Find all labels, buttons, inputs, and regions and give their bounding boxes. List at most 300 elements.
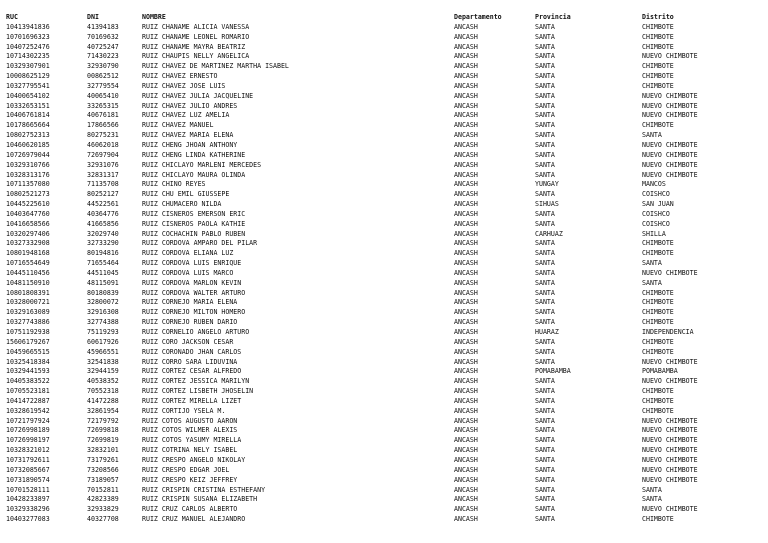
table-row xyxy=(6,407,762,417)
distrito-cell: NUEVO CHIMBOTE xyxy=(642,377,698,386)
provincia-cell: SANTA xyxy=(535,515,555,524)
ruc-cell: 10731890574 xyxy=(6,475,50,484)
departamento-cell: ANCASH xyxy=(454,249,478,258)
provincia-cell: SANTA xyxy=(535,485,555,494)
ruc-cell: 10428233897 xyxy=(6,495,50,504)
provincia-cell: SANTA xyxy=(535,406,555,415)
table-row xyxy=(6,230,762,240)
table-row xyxy=(6,62,762,72)
distrito-cell: SAN JUAN xyxy=(642,200,674,209)
ruc-cell: 10008625129 xyxy=(6,72,50,81)
nombre-cell: RUIZ CHANAME LEONEL ROMARIO xyxy=(142,32,250,41)
table-row xyxy=(6,141,762,151)
distrito-cell: NUEVO CHIMBOTE xyxy=(642,52,698,61)
distrito-cell: NUEVO CHIMBOTE xyxy=(642,160,698,169)
provincia-cell: SANTA xyxy=(535,249,555,258)
distrito-cell: CHIMBOTE xyxy=(642,239,674,248)
departamento-cell: ANCASH xyxy=(454,505,478,514)
departamento-cell: ANCASH xyxy=(454,239,478,248)
nombre-cell: RUIZ CRUZ MANUEL ALEJANDRO xyxy=(142,515,246,524)
departamento-cell: ANCASH xyxy=(454,278,478,287)
distrito-cell: CHIMBOTE xyxy=(642,121,674,130)
dni-cell: 48115091 xyxy=(87,278,119,287)
ruc-cell: 10701528111 xyxy=(6,485,50,494)
distrito-cell: SANTA xyxy=(642,259,662,268)
dni-cell: 72697904 xyxy=(87,150,119,159)
distrito-cell: CHIMBOTE xyxy=(642,308,674,317)
ruc-cell: 10721797924 xyxy=(6,416,50,425)
nombre-cell: RUIZ CHUMACERO NILDA xyxy=(142,200,222,209)
table-row xyxy=(6,436,762,446)
ruc-cell: 10327743886 xyxy=(6,318,50,327)
provincia-cell: SANTA xyxy=(535,436,555,445)
distrito-cell: CHIMBOTE xyxy=(642,406,674,415)
ruc-cell: 15606179267 xyxy=(6,337,50,346)
distrito-cell: NUEVO CHIMBOTE xyxy=(642,268,698,277)
dni-cell: 80275231 xyxy=(87,131,119,140)
ruc-cell: 10329163089 xyxy=(6,308,50,317)
ruc-cell: 10320297406 xyxy=(6,229,50,238)
ruc-cell: 10445225610 xyxy=(6,200,50,209)
dni-cell: 72699819 xyxy=(87,436,119,445)
ruc-cell: 10328313176 xyxy=(6,170,50,179)
departamento-cell: ANCASH xyxy=(454,347,478,356)
header-provincia: Provincia xyxy=(535,13,571,21)
departamento-cell: ANCASH xyxy=(454,318,478,327)
departamento-cell: ANCASH xyxy=(454,190,478,199)
nombre-cell: RUIZ CORDOVA LUIS ENRIQUE xyxy=(142,259,242,268)
nombre-cell: RUIZ CRESPO EDGAR JOEL xyxy=(142,465,230,474)
provincia-cell: SANTA xyxy=(535,190,555,199)
dni-cell: 32933829 xyxy=(87,505,119,514)
provincia-cell: SANTA xyxy=(535,465,555,474)
table-row xyxy=(6,308,762,318)
departamento-cell: ANCASH xyxy=(454,485,478,494)
table-row xyxy=(6,466,762,476)
distrito-cell: NUEVO CHIMBOTE xyxy=(642,465,698,474)
ruc-cell: 10802521273 xyxy=(6,190,50,199)
table-row xyxy=(6,289,762,299)
provincia-cell: SANTA xyxy=(535,475,555,484)
provincia-cell: SANTA xyxy=(535,131,555,140)
departamento-cell: ANCASH xyxy=(454,150,478,159)
nombre-cell: RUIZ CHENG LINDA KATHERINE xyxy=(142,150,246,159)
departamento-cell: ANCASH xyxy=(454,268,478,277)
table-row xyxy=(6,249,762,259)
departamento-cell: ANCASH xyxy=(454,416,478,425)
table-row xyxy=(6,259,762,269)
nombre-cell: RUIZ CRUZ CARLOS ALBERTO xyxy=(142,505,238,514)
ruc-cell: 10459665515 xyxy=(6,347,50,356)
nombre-cell: RUIZ CHINO REYES xyxy=(142,180,206,189)
table-row xyxy=(6,328,762,338)
departamento-cell: ANCASH xyxy=(454,446,478,455)
provincia-cell: CARHUAZ xyxy=(535,229,563,238)
ruc-cell: 10726998189 xyxy=(6,426,50,435)
provincia-cell: SANTA xyxy=(535,357,555,366)
nombre-cell: RUIZ CORONADO JHAN CARLOS xyxy=(142,347,242,356)
nombre-cell: RUIZ CHICLAYO MARLENI MERCEDES xyxy=(142,160,262,169)
departamento-cell: ANCASH xyxy=(454,160,478,169)
dni-cell: 33265315 xyxy=(87,101,119,110)
ruc-cell: 10332653151 xyxy=(6,101,50,110)
provincia-cell: SANTA xyxy=(535,318,555,327)
distrito-cell: NUEVO CHIMBOTE xyxy=(642,475,698,484)
departamento-cell: ANCASH xyxy=(454,22,478,31)
ruc-cell: 10405383522 xyxy=(6,377,50,386)
nombre-cell: RUIZ CHANAME MAYRA BEATRIZ xyxy=(142,42,246,51)
distrito-cell: CHIMBOTE xyxy=(642,32,674,41)
table-row xyxy=(6,269,762,279)
ruc-cell: 10801948168 xyxy=(6,249,50,258)
distrito-cell: NUEVO CHIMBOTE xyxy=(642,357,698,366)
nombre-cell: RUIZ CORDOVA MARLON KEVIN xyxy=(142,278,242,287)
provincia-cell: SANTA xyxy=(535,121,555,130)
distrito-cell: NUEVO CHIMBOTE xyxy=(642,150,698,159)
distrito-cell: CHIMBOTE xyxy=(642,22,674,31)
dni-cell: 32916308 xyxy=(87,308,119,317)
provincia-cell: SANTA xyxy=(535,52,555,61)
departamento-cell: ANCASH xyxy=(454,475,478,484)
provincia-cell: SANTA xyxy=(535,62,555,71)
table-row xyxy=(6,102,762,112)
provincia-cell: SIHUAS xyxy=(535,200,559,209)
provincia-cell: SANTA xyxy=(535,81,555,90)
departamento-cell: ANCASH xyxy=(454,495,478,504)
provincia-cell: SANTA xyxy=(535,377,555,386)
table-row xyxy=(6,43,762,53)
dni-cell: 40725247 xyxy=(87,42,119,51)
table-row xyxy=(6,200,762,210)
distrito-cell: COISHCO xyxy=(642,190,670,199)
ruc-cell: 10413941836 xyxy=(6,22,50,31)
ruc-cell: 10701696323 xyxy=(6,32,50,41)
distrito-cell: CHIMBOTE xyxy=(642,249,674,258)
provincia-cell: SANTA xyxy=(535,337,555,346)
dni-cell: 32831317 xyxy=(87,170,119,179)
table-row xyxy=(6,417,762,427)
distrito-cell: NUEVO CHIMBOTE xyxy=(642,455,698,464)
table-row xyxy=(6,161,762,171)
provincia-cell: SANTA xyxy=(535,22,555,31)
dni-cell: 73208566 xyxy=(87,465,119,474)
distrito-cell: NUEVO CHIMBOTE xyxy=(642,140,698,149)
departamento-cell: ANCASH xyxy=(454,209,478,218)
nombre-cell: RUIZ CORTEZ JESSICA MARILYN xyxy=(142,377,250,386)
nombre-cell: RUIZ CHAUPIS NELLY ANGELICA xyxy=(142,52,250,61)
ruc-cell: 10329307901 xyxy=(6,62,50,71)
departamento-cell: ANCASH xyxy=(454,229,478,238)
table-row xyxy=(6,367,762,377)
departamento-cell: ANCASH xyxy=(454,465,478,474)
provincia-cell: SANTA xyxy=(535,298,555,307)
dni-cell: 32944159 xyxy=(87,367,119,376)
table-row xyxy=(6,220,762,230)
table-row xyxy=(6,397,762,407)
departamento-cell: ANCASH xyxy=(454,328,478,336)
header-departamento: Departamento xyxy=(454,13,502,21)
ruc-cell: 10732085667 xyxy=(6,465,50,474)
provincia-cell: POMABAMBA xyxy=(535,367,571,376)
ruc-cell: 10716554649 xyxy=(6,259,50,268)
nombre-cell: RUIZ CHAVEZ JOSE LUIS xyxy=(142,81,226,90)
dni-cell: 70152811 xyxy=(87,485,119,494)
departamento-cell: ANCASH xyxy=(454,406,478,415)
header-ruc: RUC xyxy=(6,13,18,21)
table-row xyxy=(6,92,762,102)
provincia-cell: SANTA xyxy=(535,347,555,356)
distrito-cell: NUEVO CHIMBOTE xyxy=(642,436,698,445)
dni-cell: 32541838 xyxy=(87,357,119,366)
table-row xyxy=(6,446,762,456)
provincia-cell: YUNGAY xyxy=(535,180,559,189)
nombre-cell: RUIZ CORNEJO MILTON HOMERO xyxy=(142,308,246,317)
table-row xyxy=(6,495,762,505)
dni-cell: 75119293 xyxy=(87,328,119,336)
distrito-cell: NUEVO CHIMBOTE xyxy=(642,111,698,120)
departamento-cell: ANCASH xyxy=(454,367,478,376)
provincia-cell: SANTA xyxy=(535,219,555,228)
distrito-cell: CHIMBOTE xyxy=(642,81,674,90)
header-distrito: Distrito xyxy=(642,13,674,21)
ruc-cell: 10714302235 xyxy=(6,52,50,61)
dni-cell: 17866566 xyxy=(87,121,119,130)
table-row xyxy=(6,121,762,131)
distrito-cell: SANTA xyxy=(642,278,662,287)
departamento-cell: ANCASH xyxy=(454,62,478,71)
header-dni: DNI xyxy=(87,13,99,21)
table-row xyxy=(6,131,762,141)
table-row xyxy=(6,387,762,397)
distrito-cell: CHIMBOTE xyxy=(642,396,674,405)
provincia-cell: SANTA xyxy=(535,32,555,41)
dni-cell: 42823389 xyxy=(87,495,119,504)
ruc-cell: 10329310766 xyxy=(6,160,50,169)
nombre-cell: RUIZ CHICLAYO MAURA OLINDA xyxy=(142,170,246,179)
nombre-cell: RUIZ CHAVEZ MANUEL xyxy=(142,121,214,130)
dni-cell: 80180839 xyxy=(87,288,119,297)
departamento-cell: ANCASH xyxy=(454,170,478,179)
provincia-cell: SANTA xyxy=(535,288,555,297)
nombre-cell: RUIZ CRISPIN CRISTINA ESTHEFANY xyxy=(142,485,266,494)
departamento-cell: ANCASH xyxy=(454,387,478,396)
table-row xyxy=(6,52,762,62)
dni-cell: 32733290 xyxy=(87,239,119,248)
nombre-cell: RUIZ CORTEZ CESAR ALFREDO xyxy=(142,367,242,376)
ruc-cell: 10406761814 xyxy=(6,111,50,120)
departamento-cell: ANCASH xyxy=(454,111,478,120)
nombre-cell: RUIZ CORNELIO ANGELO ARTURO xyxy=(142,328,250,336)
provincia-cell: SANTA xyxy=(535,170,555,179)
provincia-cell: SANTA xyxy=(535,387,555,396)
ruc-cell: 10731792611 xyxy=(6,455,50,464)
distrito-cell: CHIMBOTE xyxy=(642,288,674,297)
table-row xyxy=(6,348,762,358)
distrito-cell: MANCOS xyxy=(642,180,666,189)
distrito-cell: SANTA xyxy=(642,495,662,504)
nombre-cell: RUIZ CHANAME ALICIA VANESSA xyxy=(142,22,250,31)
departamento-cell: ANCASH xyxy=(454,337,478,346)
dni-cell: 32774388 xyxy=(87,318,119,327)
ruc-cell: 10801808391 xyxy=(6,288,50,297)
distrito-cell: NUEVO CHIMBOTE xyxy=(642,446,698,455)
table-row xyxy=(6,72,762,82)
nombre-cell: RUIZ CORTEZ LISBETH JHOSELIN xyxy=(142,387,254,396)
dni-cell: 32029740 xyxy=(87,229,119,238)
provincia-cell: HUARAZ xyxy=(535,328,559,336)
nombre-cell: RUIZ CHAVEZ LUZ AMELIA xyxy=(142,111,230,120)
provincia-cell: SANTA xyxy=(535,416,555,425)
ruc-cell: 10328321012 xyxy=(6,446,50,455)
nombre-cell: RUIZ CORDOVA LUIS MARCO xyxy=(142,268,234,277)
ruc-cell: 10802752313 xyxy=(6,131,50,140)
departamento-cell: ANCASH xyxy=(454,259,478,268)
nombre-cell: RUIZ CORRO SARA LIDUVINA xyxy=(142,357,238,366)
ruc-cell: 10403647760 xyxy=(6,209,50,218)
nombre-cell: RUIZ COTOS AUGUSTO AARON xyxy=(142,416,238,425)
ruc-cell: 10481150910 xyxy=(6,278,50,287)
distrito-cell: NUEVO CHIMBOTE xyxy=(642,91,698,100)
dni-cell: 80194816 xyxy=(87,249,119,258)
nombre-cell: RUIZ COTOS YASUMY MIRELLA xyxy=(142,436,242,445)
dni-cell: 41394183 xyxy=(87,22,119,31)
ruc-cell: 10327332908 xyxy=(6,239,50,248)
provincia-cell: SANTA xyxy=(535,396,555,405)
table-body xyxy=(6,23,762,525)
table-row xyxy=(6,239,762,249)
table-row xyxy=(6,23,762,33)
ruc-cell: 10400654102 xyxy=(6,91,50,100)
ruc-cell: 10460620185 xyxy=(6,140,50,149)
ruc-cell: 10327795541 xyxy=(6,81,50,90)
dni-cell: 41665856 xyxy=(87,219,119,228)
table-row xyxy=(6,279,762,289)
nombre-cell: RUIZ CHAVEZ JULIA JACQUELINE xyxy=(142,91,254,100)
ruc-cell: 10328619542 xyxy=(6,406,50,415)
departamento-cell: ANCASH xyxy=(454,219,478,228)
table-row xyxy=(6,505,762,515)
dni-cell: 32861954 xyxy=(87,406,119,415)
dni-cell: 32931076 xyxy=(87,160,119,169)
departamento-cell: ANCASH xyxy=(454,121,478,130)
table-row xyxy=(6,486,762,496)
departamento-cell: ANCASH xyxy=(454,455,478,464)
dni-cell: 44511045 xyxy=(87,268,119,277)
table-header xyxy=(6,13,762,23)
nombre-cell: RUIZ CISNEROS EMERSON ERIC xyxy=(142,209,246,218)
provincia-cell: SANTA xyxy=(535,455,555,464)
departamento-cell: ANCASH xyxy=(454,288,478,297)
distrito-cell: INDEPENDENCIA xyxy=(642,328,694,336)
departamento-cell: ANCASH xyxy=(454,72,478,81)
table-row xyxy=(6,298,762,308)
nombre-cell: RUIZ COCHACHIN PABLO RUBEN xyxy=(142,229,246,238)
provincia-cell: SANTA xyxy=(535,308,555,317)
dni-cell: 46062018 xyxy=(87,140,119,149)
dni-cell: 40676181 xyxy=(87,111,119,120)
dni-cell: 32930790 xyxy=(87,62,119,71)
ruc-cell: 10325418384 xyxy=(6,357,50,366)
departamento-cell: ANCASH xyxy=(454,426,478,435)
nombre-cell: RUIZ CORO JACKSON CESAR xyxy=(142,337,234,346)
distrito-cell: POMABAMBA xyxy=(642,367,678,376)
dni-cell: 60617926 xyxy=(87,337,119,346)
ruc-cell: 10726998197 xyxy=(6,436,50,445)
distrito-cell: SANTA xyxy=(642,485,662,494)
dni-cell: 80252127 xyxy=(87,190,119,199)
header-row xyxy=(6,13,762,23)
nombre-cell: RUIZ CORTEZ MIRELLA LIZET xyxy=(142,396,242,405)
departamento-cell: ANCASH xyxy=(454,42,478,51)
departamento-cell: ANCASH xyxy=(454,357,478,366)
provincia-cell: SANTA xyxy=(535,91,555,100)
dni-cell: 72699818 xyxy=(87,426,119,435)
nombre-cell: RUIZ CHAVEZ JULIO ANDRES xyxy=(142,101,238,110)
distrito-cell: SANTA xyxy=(642,131,662,140)
ruc-cell: 10751192938 xyxy=(6,328,50,336)
distrito-cell: COISHCO xyxy=(642,209,670,218)
dni-cell: 40538352 xyxy=(87,377,119,386)
distrito-cell: NUEVO CHIMBOTE xyxy=(642,170,698,179)
dni-cell: 41472288 xyxy=(87,396,119,405)
dni-cell: 40327708 xyxy=(87,515,119,524)
departamento-cell: ANCASH xyxy=(454,131,478,140)
provincia-cell: SANTA xyxy=(535,239,555,248)
departamento-cell: ANCASH xyxy=(454,52,478,61)
provincia-cell: SANTA xyxy=(535,209,555,218)
provincia-cell: SANTA xyxy=(535,42,555,51)
table-row xyxy=(6,476,762,486)
table-row xyxy=(6,515,762,525)
nombre-cell: RUIZ CISNEROS PAOLA KATHIE xyxy=(142,219,246,228)
table-row xyxy=(6,338,762,348)
dni-cell: 71430223 xyxy=(87,52,119,61)
ruc-cell: 10705523181 xyxy=(6,387,50,396)
distrito-cell: CHIMBOTE xyxy=(642,387,674,396)
ruc-cell: 10407252476 xyxy=(6,42,50,51)
dni-cell: 44522561 xyxy=(87,200,119,209)
table-row xyxy=(6,171,762,181)
ruc-cell: 10414722887 xyxy=(6,396,50,405)
dni-cell: 71135708 xyxy=(87,180,119,189)
provincia-cell: SANTA xyxy=(535,160,555,169)
table-row xyxy=(6,358,762,368)
dni-cell: 71655464 xyxy=(87,259,119,268)
ruc-cell: 10178665664 xyxy=(6,121,50,130)
taxpayer-table xyxy=(6,13,762,525)
dni-cell: 70552318 xyxy=(87,387,119,396)
ruc-cell: 10329441593 xyxy=(6,367,50,376)
departamento-cell: ANCASH xyxy=(454,396,478,405)
provincia-cell: SANTA xyxy=(535,505,555,514)
nombre-cell: RUIZ CHENG JHOAN ANTHONY xyxy=(142,140,238,149)
table-row xyxy=(6,210,762,220)
nombre-cell: RUIZ CORDOVA WALTER ARTURO xyxy=(142,288,246,297)
provincia-cell: SANTA xyxy=(535,140,555,149)
nombre-cell: RUIZ CRISPIN SUSANA ELIZABETH xyxy=(142,495,258,504)
table-row xyxy=(6,180,762,190)
nombre-cell: RUIZ CHAVEZ MARIA ELENA xyxy=(142,131,234,140)
ruc-cell: 10416658566 xyxy=(6,219,50,228)
nombre-cell: RUIZ CHU EMIL GIUSSEPE xyxy=(142,190,230,199)
distrito-cell: CHIMBOTE xyxy=(642,62,674,71)
provincia-cell: SANTA xyxy=(535,150,555,159)
distrito-cell: SHILLA xyxy=(642,229,666,238)
distrito-cell: NUEVO CHIMBOTE xyxy=(642,426,698,435)
departamento-cell: ANCASH xyxy=(454,308,478,317)
departamento-cell: ANCASH xyxy=(454,515,478,524)
provincia-cell: SANTA xyxy=(535,426,555,435)
